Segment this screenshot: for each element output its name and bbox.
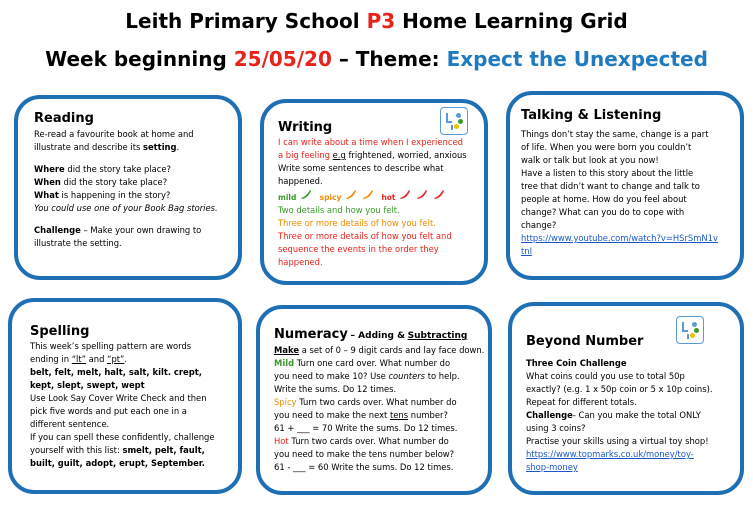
page-subtitle (0, 47, 753, 71)
spicy-label: spicy (319, 193, 342, 202)
beyond-line2: exactly? (e.g. 1 x 50p coin or 5 x 10p coins). (526, 384, 713, 394)
numeracy-intro: Make a set of 0 – 9 digit cards and lay face down. (274, 345, 485, 355)
numeracy-heading (274, 327, 488, 344)
numeracy-spicy-2: you need to make the next tens number? (274, 410, 448, 420)
writing-card (260, 99, 488, 285)
spelling-title: Spelling (30, 324, 90, 339)
numeracy-hot-2: you need to make the tens number below? (274, 449, 455, 459)
reading-title: Reading (34, 111, 94, 126)
topmarks-link[interactable]: https://www.topmarks.co.uk/money/toy- (526, 449, 694, 459)
numeracy-mild-1: Mild Turn one card over. What number do (274, 358, 451, 368)
week-prefix: Week beginning (45, 47, 227, 71)
theme-name: Expect the Unexpected (446, 47, 708, 71)
chilli-icon (344, 188, 358, 200)
reading-card (14, 95, 242, 280)
spelling-line2: ending in “lt” and “pt”. (30, 354, 128, 364)
beyond-number-card (508, 302, 744, 495)
spelling-line4: pick five words and put each one in a (30, 406, 187, 416)
youtube-link[interactable]: https://www.youtube.com/watch?v=HSrSmN1v (521, 233, 718, 243)
talking-listening-card (506, 91, 744, 280)
page-title (0, 9, 753, 33)
beyond-line6: Practise your skills using a virtual toy shop! (526, 436, 709, 446)
school-name: Leith Primary School (125, 9, 360, 33)
writing-mild-task: Two details and how you felt. (278, 205, 400, 215)
writing-line1: I can write about a time when I experienced (278, 137, 463, 147)
spelling-words-1: belt, felt, melt, halt, salt, kilt. crept, (30, 367, 202, 377)
chilli-icon (361, 188, 375, 200)
writing-line3: Write some sentences to describe what (278, 163, 444, 173)
writing-spicy-task: Three or more details of how you felt. (278, 218, 436, 228)
talking-line: tree that didn’t want to change and talk to (521, 181, 700, 191)
numeracy-title: Numeracy (274, 327, 348, 342)
mild-label: mild (278, 193, 297, 202)
beyond-line1: What coins could you use to total 50p (526, 371, 685, 381)
reading-challenge: Challenge – Make your own drawing to (34, 225, 202, 235)
spelling-line8: built, guilt, adopt, erupt, September. (30, 458, 205, 468)
spelling-words-2: kept, slept, swept, wept (30, 380, 145, 390)
reading-intro-line2: illustrate and describe its setting. (34, 142, 180, 152)
writing-hot-task-3: happened. (278, 257, 323, 267)
writing-title: Writing (278, 120, 333, 135)
chilli-icon (398, 188, 412, 200)
reading-what: What is happening in the story? (34, 190, 171, 200)
chilli-icon (415, 188, 429, 200)
talking-line: Have a listen to this story about the little (521, 168, 694, 178)
numeracy-mild-3: Write the sums. Do 12 times. (274, 384, 397, 394)
beyond-line5: using 3 coins? (526, 423, 586, 433)
talking-line: people at home. How do you feel about (521, 194, 687, 204)
writing-line2: a big feeling e.g frightened, worried, anxious (278, 150, 467, 160)
talking-title: Talking & Listening (521, 108, 662, 123)
numeracy-spicy-1: Spicy Turn two cards over. What number do (274, 397, 457, 407)
app-logo-icon (440, 107, 468, 135)
beyond-subtitle: Three Coin Challenge (526, 358, 627, 368)
spelling-line1: This week’s spelling pattern are words (30, 341, 192, 351)
numeracy-spicy-3: 61 + ___ = 70 Write the sums. Do 12 times. (274, 423, 458, 433)
reading-challenge-line2: illustrate the setting. (34, 238, 122, 248)
app-logo-icon (676, 316, 704, 344)
youtube-link-continued[interactable]: tnI (521, 246, 533, 256)
week-date: 25/05/20 (233, 47, 332, 71)
beyond-line3: Repeat for different totals. (526, 397, 637, 407)
talking-line: change? (521, 220, 557, 230)
writing-hot-task-2: sequence the events in the order they (278, 244, 439, 254)
theme-prefix: – Theme: (338, 47, 440, 71)
spelling-line3: Use Look Say Cover Write Check and then (30, 393, 207, 403)
numeracy-subtitle-subtracting: Subtracting (407, 331, 468, 341)
class-name: P3 (366, 9, 396, 33)
topmarks-link-continued[interactable]: shop-money (526, 462, 578, 472)
writing-hot-task-1: Three or more details of how you felt and (278, 231, 452, 241)
numeracy-hot-1: Hot Turn two cards over. What number do (274, 436, 449, 446)
spelling-card (8, 298, 242, 494)
reading-intro-line1: Re-read a favourite book at home and (34, 129, 194, 139)
reading-when: When did the story take place? (34, 177, 168, 187)
spelling-line7: yourself with this list: smelt, pelt, fault, (30, 445, 205, 455)
beyond-title: Beyond Number (526, 334, 644, 349)
chilli-icon (432, 188, 446, 200)
talking-line: Things don’t stay the same, change is a part (521, 129, 709, 139)
numeracy-subtitle: – Adding & (350, 331, 405, 341)
writing-line4: happened. (278, 176, 323, 186)
numeracy-mild-2: you need to make 10? Use counters to help. (274, 371, 460, 381)
chilli-icon (299, 188, 313, 200)
beyond-challenge: Challenge- Can you make the total ONLY (526, 410, 701, 420)
numeracy-card (256, 305, 492, 495)
hot-label: hot (381, 193, 396, 202)
spelling-line5: different sentence. (30, 419, 110, 429)
reading-where: Where did the story take place? (34, 164, 171, 174)
grid-name: Home Learning Grid (402, 9, 628, 33)
talking-line: walk or talk but look at you now! (521, 155, 659, 165)
numeracy-hot-3: 61 - ___ = 60 Write the sums. Do 12 times. (274, 462, 454, 472)
reading-book-bag: You could use one of your Book Bag stories. (34, 203, 218, 213)
writing-spice-key (278, 188, 484, 204)
talking-line: of life. When you were born you couldn’t (521, 142, 692, 152)
talking-line: change? What can you do to cope with (521, 207, 685, 217)
spelling-line6: If you can spell these confidently, challenge (30, 432, 215, 442)
